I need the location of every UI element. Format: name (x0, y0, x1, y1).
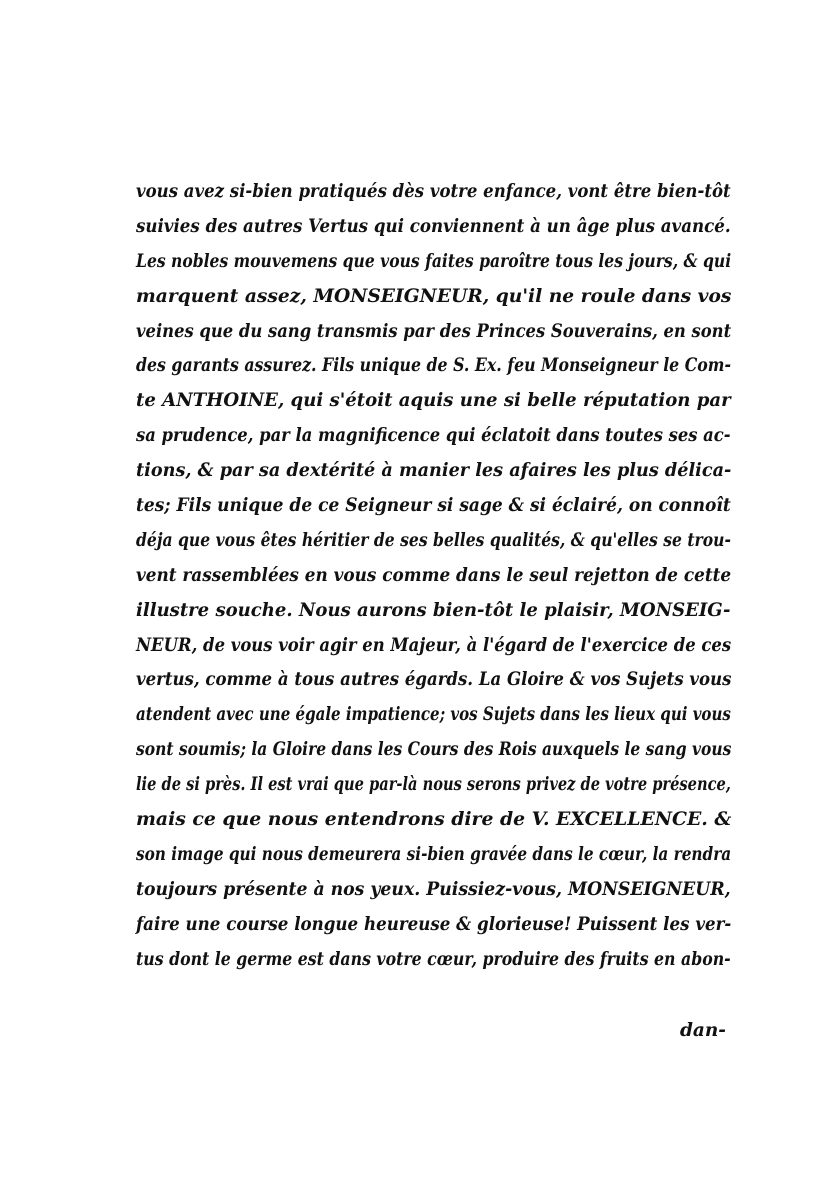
text-line: vous avez si-bien pratiqués dès votre enfance, vont être bien-tôt (136, 181, 731, 202)
text-line: suivies des autres Vertus qui conviennent à un âge plus avancé. (136, 215, 731, 237)
text-line: atendent avec une égale impatience; vos Sujets dans les lieux qui vous (136, 704, 731, 726)
text-line: te ANTHOINE, qui s'étoit aquis une si belle réputation par (136, 390, 731, 412)
text-line: vertus, comme à tous autres égards. La Gloire & vos Sujets vous (136, 669, 732, 691)
text-line: sa prudence, par la magnificence qui éclatoit dans toutes ses ac- (136, 425, 731, 447)
text-line: son image qui nous demeurera si-bien gravée dans le cœur, la rendra (136, 843, 732, 865)
text-line: illustre souche. Nous aurons bien-tôt le plaisir, MONSEIG- (136, 599, 731, 621)
text-line: marquent assez, MONSEIGNEUR, qu'il ne roule dans vos (136, 285, 732, 307)
catchword: dan- (679, 1020, 726, 1041)
text-line: toujours présente à nos yeux. Puissiez-vous, MONSEIGNEUR, (136, 878, 731, 900)
text-line: tus dont le germe est dans votre cœur, produire des fruits en abon- (136, 948, 731, 970)
text-line: des garants assurez. Fils unique de S. Ex. feu Monseigneur le Com- (136, 355, 732, 377)
text-line: Les nobles mouvemens que vous faites paroître tous les jours, & qui (136, 250, 732, 272)
text-line: sont soumis; la Gloire dans les Cours des Rois auxquels le sang vous (136, 739, 732, 761)
text-line: tes; Fils unique de ce Seigneur si sage & si éclairé, on connoît (136, 495, 731, 517)
text-line: vent rassemblées en vous comme dans le seul rejetton de cette (136, 564, 732, 586)
text-line: NEUR, de vous voir agir en Majeur, à l'égard de l'exercice de ces (136, 634, 732, 656)
text-line: tions, & par sa dextérité à manier les afaires les plus délica- (136, 460, 732, 482)
text-line: lie de si près. Il est vrai que par-là nous serons privez de votre présence, (136, 774, 731, 796)
body-text (136, 175, 731, 977)
text-line: faire une course longue heureuse & glorieuse! Puissent les ver- (136, 913, 732, 935)
text-line: mais ce que nous entendrons dire de V. EXCELLENCE. & (136, 809, 732, 831)
text-line: déja que vous êtes héritier de ses belles qualités, & qu'elles se trou- (136, 529, 731, 551)
text-line: veines que du sang transmis par des Princes Souverains, en sont (136, 320, 732, 342)
